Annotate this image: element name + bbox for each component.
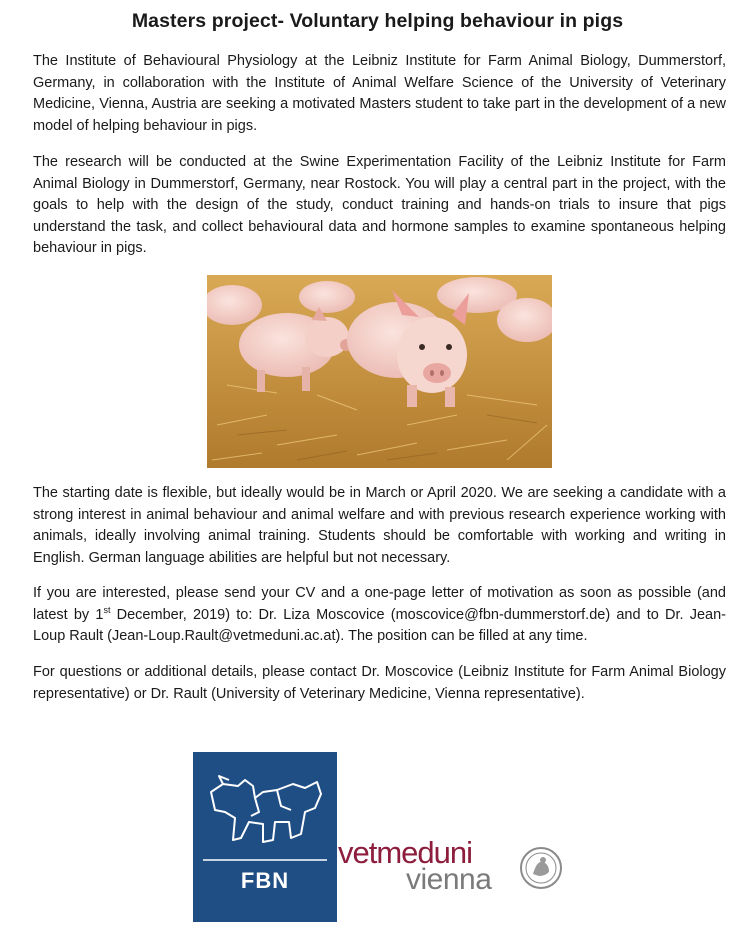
vetmed-text: vetmed: [338, 835, 434, 870]
pigs-photo: [207, 275, 552, 468]
vetmeduni-logo: [338, 836, 578, 898]
application-text-start: If you are interested, please send your CV and a one-page letter of motivation as soon as possible (and latest by 1: [33, 585, 726, 623]
research-paragraph: The research will be conducted at the Swine Experimentation Facility of the Leibniz Institute for Farm Animal Biology in Dummerstorf, Germany, near Rostock. You will play a central part in the project, with the goals to help with the design of the study, conduct training and hands-on trials to insure that pigs understand the task, and collect behavioural data and hormone samples to examine spontaneous helping behaviour in pigs.: [33, 154, 726, 256]
pigs-illustration: [207, 275, 552, 468]
contact-paragraph: For questions or additional details, please contact Dr. Moscovice (Leibniz Institute for Farm Animal Biology representative) or Dr. Rault (University of Veterinary Medicine, Vienna representative).: [33, 664, 726, 702]
intro-paragraph: The Institute of Behavioural Physiology at the Leibniz Institute for Farm Animal Biology, Dummerstorf, Germany, in collaboration with the Institute of Animal Welfare Science of the University of Veterinary Medicine, Vienna, Austria are seeking a motivated Masters student to take part in the development of a new model of helping behaviour in pigs.: [33, 53, 726, 134]
date-superscript: st: [103, 604, 111, 615]
uni-text: uni: [433, 835, 473, 870]
requirements-paragraph: The starting date is flexible, but ideally would be in March or April 2020. We are seeking a candidate with a strong interest in animal behaviour and animal welfare and with previous research experience working with animals, ideally involving animal training. Students should be comfortable with working and writing in English. German language abilities are helpful but not necessary.: [33, 485, 726, 566]
application-paragraph: [33, 583, 726, 648]
vetmeduni-seal-icon: [519, 846, 563, 890]
page-title: Masters project- Voluntary helping behaviour in pigs: [131, 10, 624, 32]
fbn-logo-text: FBN: [240, 868, 290, 893]
fbn-animal-outline-icon: [193, 752, 337, 872]
vienna-text: vienna: [406, 863, 492, 896]
application-text-end: December, 2019) to: Dr. Liza Moscovice (moscovice@fbn-dummerstorf.de) and to Dr. Jean-Loup Rault (Jean-Loup.Rault@vetmeduni.ac.at). The position can be filled at any time.: [33, 606, 727, 644]
fbn-logo: [193, 752, 337, 922]
